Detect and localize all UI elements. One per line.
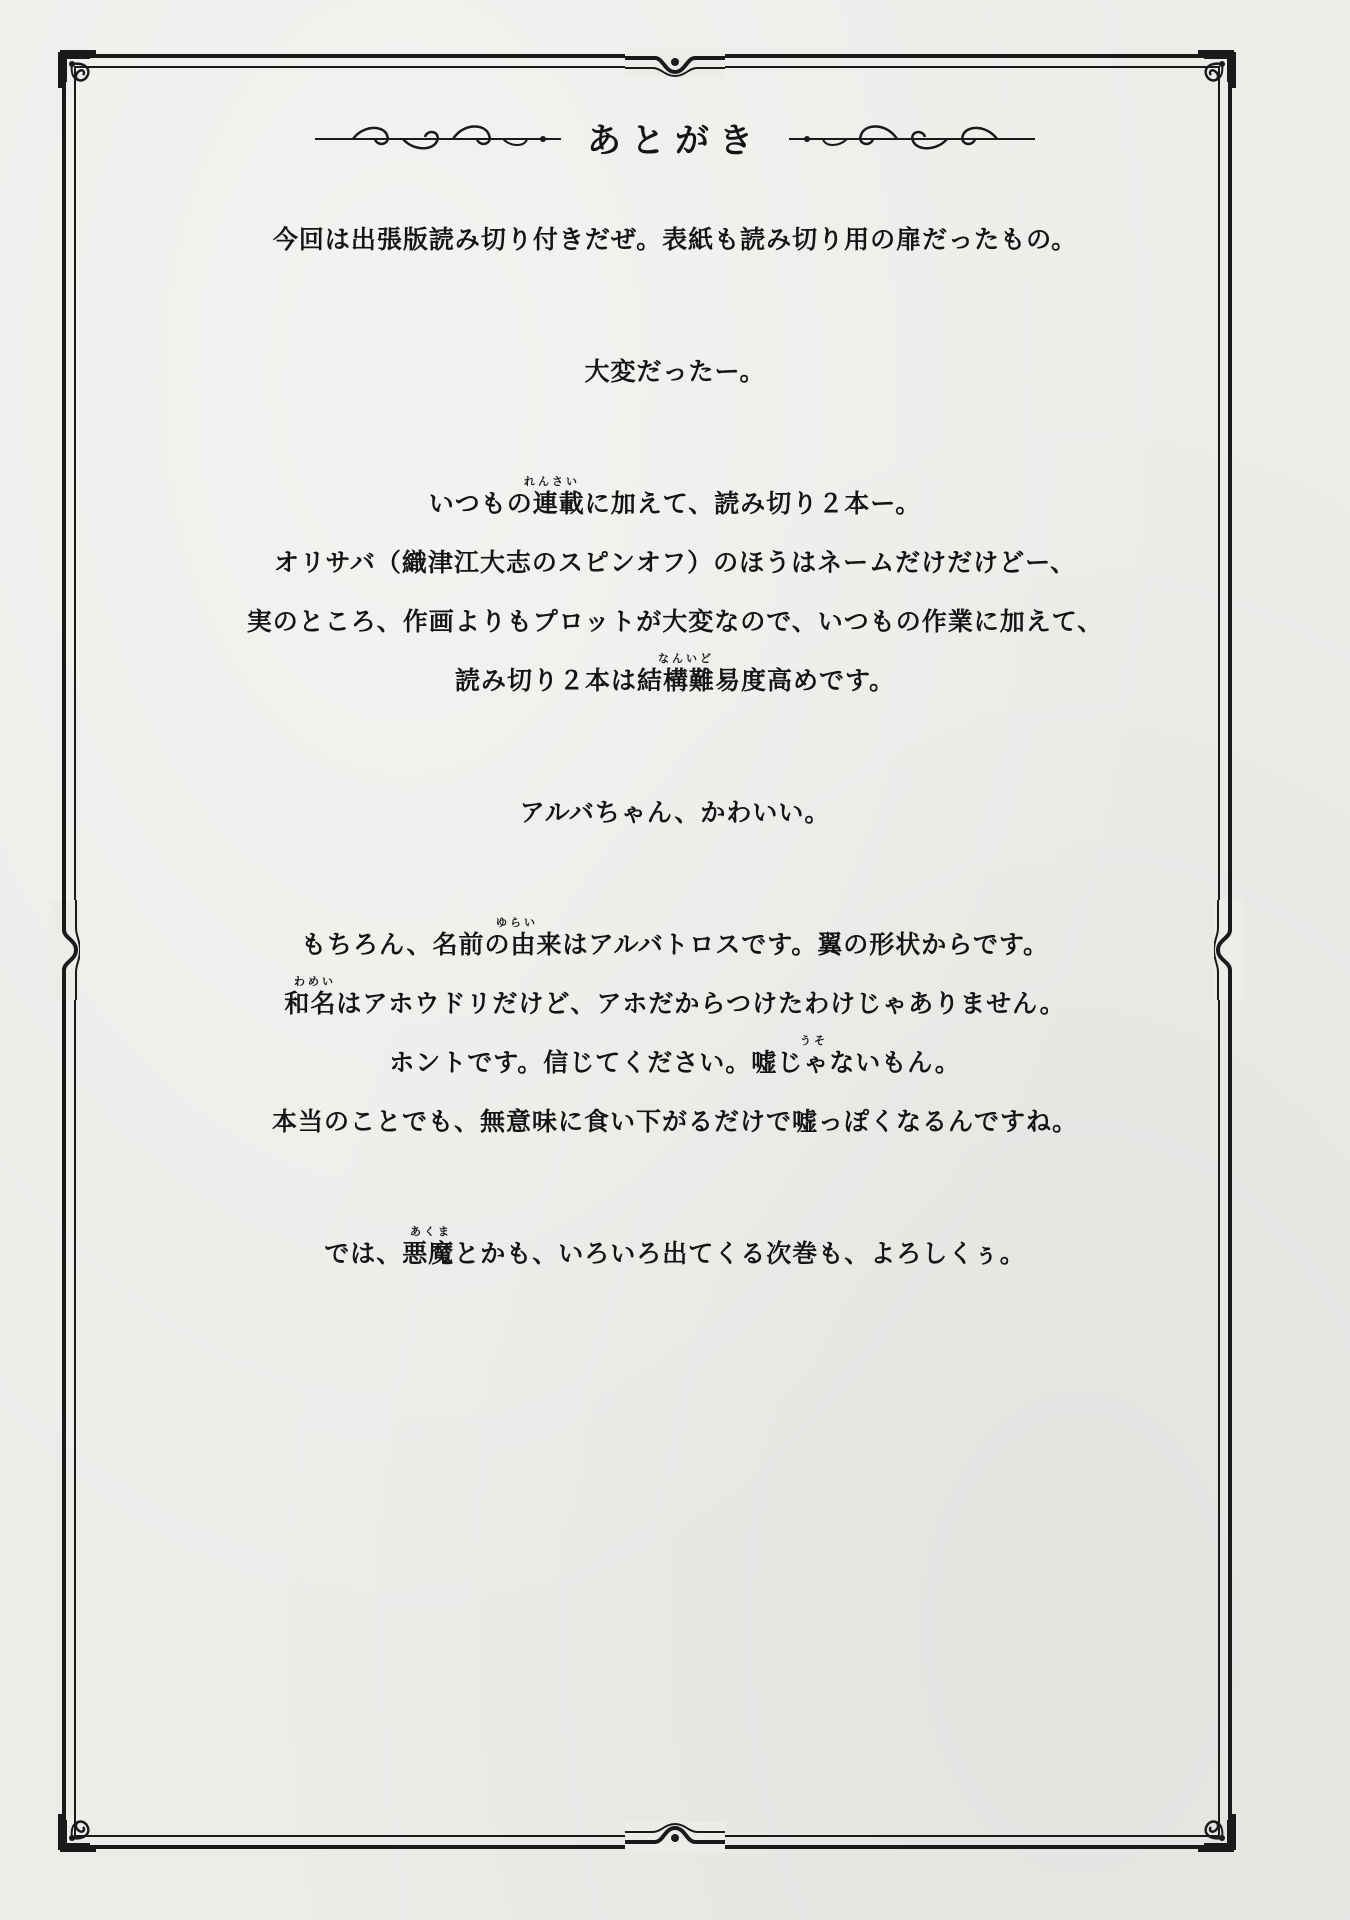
text-line: 大変だったー。 [584, 357, 766, 386]
page-title: あとがき [587, 120, 763, 161]
text-line: 実のところ、作画よりもプロットが大変なので、いつもの作業に加えて、 [246, 607, 1104, 636]
paragraph [110, 342, 1240, 401]
frame-notch-icon [625, 48, 725, 78]
ruby-text: うそ [800, 1034, 828, 1047]
paragraph [110, 474, 1240, 710]
text-line: 和名はアホウドリだけど、アホだからつけたわけじゃありません。 [284, 989, 1066, 1018]
ornate-corner-icon [1166, 48, 1238, 120]
ornate-corner-icon [56, 48, 128, 120]
text-line: アルバちゃん、かわいい。 [519, 798, 831, 827]
ornate-corner-icon [1166, 1782, 1238, 1854]
ruby-text: れんさい [524, 475, 580, 488]
ruby-text: あくま [410, 1225, 452, 1238]
title-row [290, 112, 1060, 162]
text-line: 今回は出張版読み切り付きだぜ。表紙も読み切り用の扉だったもの。 [272, 225, 1078, 254]
paragraph [110, 915, 1240, 1151]
text-line-with-ruby [110, 1224, 1240, 1283]
frame-notch-icon [625, 1822, 725, 1852]
text-line: いつもの連載に加えて、読み切り２本ー。 [428, 489, 922, 518]
afterword-body [110, 210, 1240, 1283]
text-line: ホントです。信じてください。嘘じゃないもん。 [389, 1048, 961, 1077]
text-line-with-ruby [110, 651, 1240, 710]
text-line: では、悪魔とかも、いろいろ出てくる次巻も、よろしくぅ。 [324, 1239, 1026, 1268]
ornate-corner-icon [56, 1782, 128, 1854]
paragraph [110, 783, 1240, 842]
text-line: 本当のことでも、無意味に食い下がるだけで嘘っぽくなるんですね。 [271, 1107, 1078, 1136]
text-line-with-ruby [110, 915, 1240, 974]
text-line: 読み切り２本は結構難易度高めです。 [454, 666, 895, 695]
vine-flourish-icon [313, 117, 563, 157]
text-line-with-ruby [110, 974, 1240, 1033]
text-line-with-ruby [110, 1033, 1240, 1092]
text-line: オリサバ（織津江大志のスピンオフ）のほうはネームだけだけどー、 [273, 548, 1077, 577]
vine-flourish-icon [787, 117, 1037, 157]
paragraph [110, 1224, 1240, 1283]
text-line: もちろん、名前の由来はアルバトロスです。翼の形状からです。 [300, 930, 1049, 959]
text-line-with-ruby [110, 474, 1240, 533]
paragraph [110, 210, 1240, 269]
ruby-text: ゆらい [496, 916, 538, 929]
frame-notch-icon [50, 900, 80, 1000]
ruby-text: なんいど [658, 652, 714, 665]
ruby-text: わめい [294, 975, 336, 988]
